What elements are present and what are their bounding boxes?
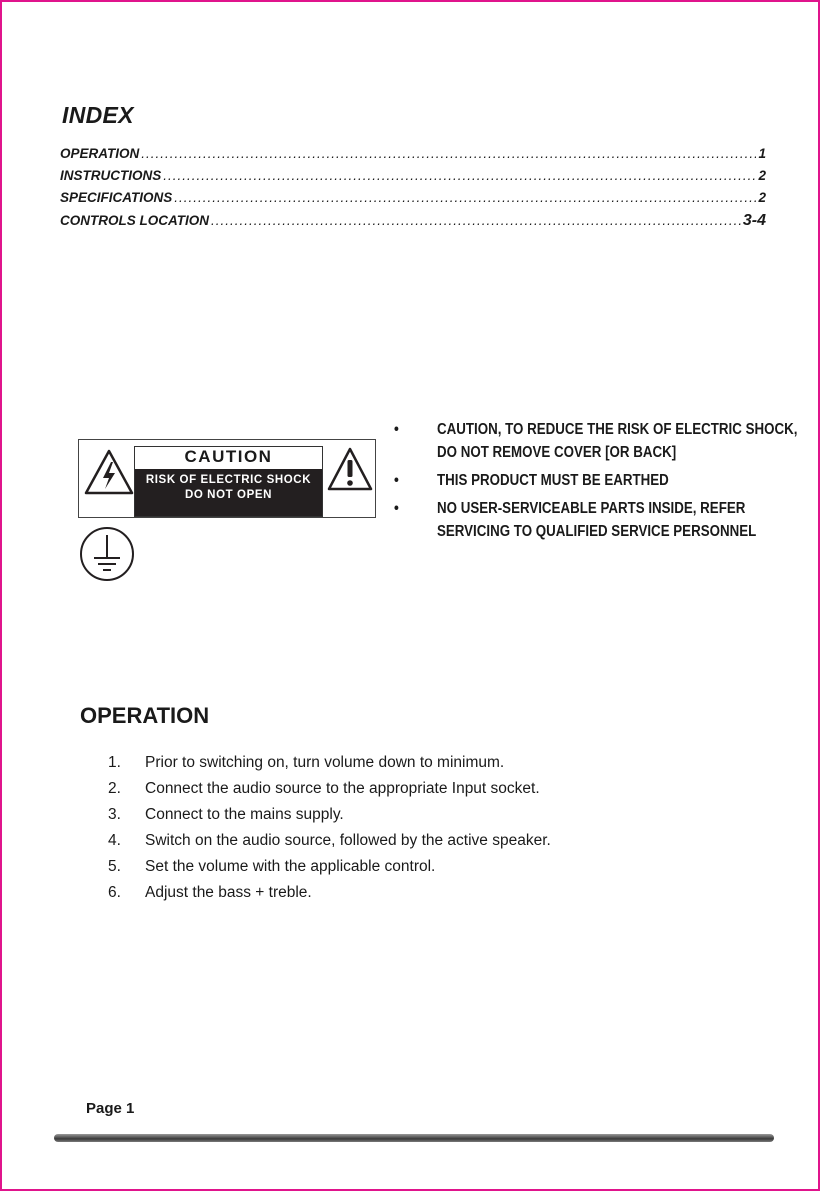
toc-entry-page: 3-4 bbox=[742, 212, 766, 229]
step-text: Set the volume with the applicable control. bbox=[145, 858, 436, 875]
operation-step bbox=[108, 884, 628, 910]
operation-step bbox=[108, 858, 628, 884]
step-number: 3. bbox=[108, 806, 121, 823]
operation-step bbox=[108, 832, 628, 858]
warning-item bbox=[394, 497, 815, 543]
toc-entry-label: SPECIFICATIONS bbox=[60, 190, 173, 205]
toc-entry-page: 2 bbox=[758, 168, 766, 183]
caution-label-center bbox=[134, 446, 323, 517]
bullet-dot: • bbox=[394, 500, 399, 517]
toc-entry-label: CONTROLS LOCATION bbox=[60, 213, 209, 228]
exclamation-warning-icon bbox=[327, 446, 373, 492]
step-number: 5. bbox=[108, 858, 121, 875]
step-number: 6. bbox=[108, 884, 121, 901]
toc-entry-instructions[interactable] bbox=[60, 168, 766, 190]
toc-leader-dots bbox=[211, 213, 741, 228]
step-text: Connect the audio source to the appropriate Input socket. bbox=[145, 780, 540, 797]
index-title: INDEX bbox=[62, 102, 134, 128]
page-number: Page 1 bbox=[86, 1100, 135, 1117]
toc-entry-specifications[interactable] bbox=[60, 190, 766, 212]
warning-item bbox=[394, 418, 815, 464]
warning-item bbox=[394, 469, 815, 492]
operation-heading: OPERATION bbox=[80, 703, 210, 728]
caution-line-2: DO NOT OPEN bbox=[184, 489, 273, 501]
operation-step bbox=[108, 754, 628, 780]
safety-warnings bbox=[394, 418, 798, 543]
toc-leader-dots bbox=[163, 168, 756, 183]
operation-step bbox=[108, 780, 628, 806]
earth-ground-icon bbox=[79, 526, 135, 582]
step-text: Adjust the bass + treble. bbox=[145, 884, 312, 901]
step-number: 2. bbox=[108, 780, 121, 797]
warning-text: NO USER-SERVICEABLE PARTS INSIDE, REFER SERVICING TO QUALIFIED SERVICE PERSONNEL bbox=[437, 500, 757, 540]
toc-entry-label: INSTRUCTIONS bbox=[60, 168, 162, 183]
step-text: Prior to switching on, turn volume down to minimum. bbox=[145, 754, 505, 771]
toc-entry-label: OPERATION bbox=[60, 146, 140, 161]
toc-entry-operation[interactable] bbox=[60, 146, 766, 168]
bullet-dot: • bbox=[394, 421, 399, 438]
step-number: 4. bbox=[108, 832, 121, 849]
footer-bar bbox=[54, 1134, 774, 1142]
toc-entry-controls-location[interactable] bbox=[60, 212, 766, 234]
caution-line-1: RISK OF ELECTRIC SHOCK bbox=[145, 474, 312, 486]
step-text: Connect to the mains supply. bbox=[145, 806, 344, 823]
step-number: 1. bbox=[108, 754, 121, 771]
warning-text: CAUTION, TO REDUCE THE RISK OF ELECTRIC SHOCK, DO NOT REMOVE COVER [OR BACK] bbox=[437, 421, 798, 461]
caution-dark-panel bbox=[135, 469, 322, 516]
table-of-contents bbox=[60, 146, 766, 234]
toc-entry-page: 1 bbox=[758, 146, 766, 161]
toc-entry-page: 2 bbox=[758, 190, 766, 205]
operation-step bbox=[108, 806, 628, 832]
toc-leader-dots bbox=[141, 146, 756, 161]
caution-label bbox=[78, 439, 376, 518]
operation-steps bbox=[108, 754, 628, 910]
lightning-warning-icon bbox=[83, 448, 135, 496]
toc-leader-dots bbox=[174, 190, 756, 205]
bullet-dot: • bbox=[394, 472, 399, 489]
warning-text: THIS PRODUCT MUST BE EARTHED bbox=[437, 472, 669, 489]
caution-word: CAUTION bbox=[184, 447, 273, 466]
step-text: Switch on the audio source, followed by the active speaker. bbox=[145, 832, 551, 849]
